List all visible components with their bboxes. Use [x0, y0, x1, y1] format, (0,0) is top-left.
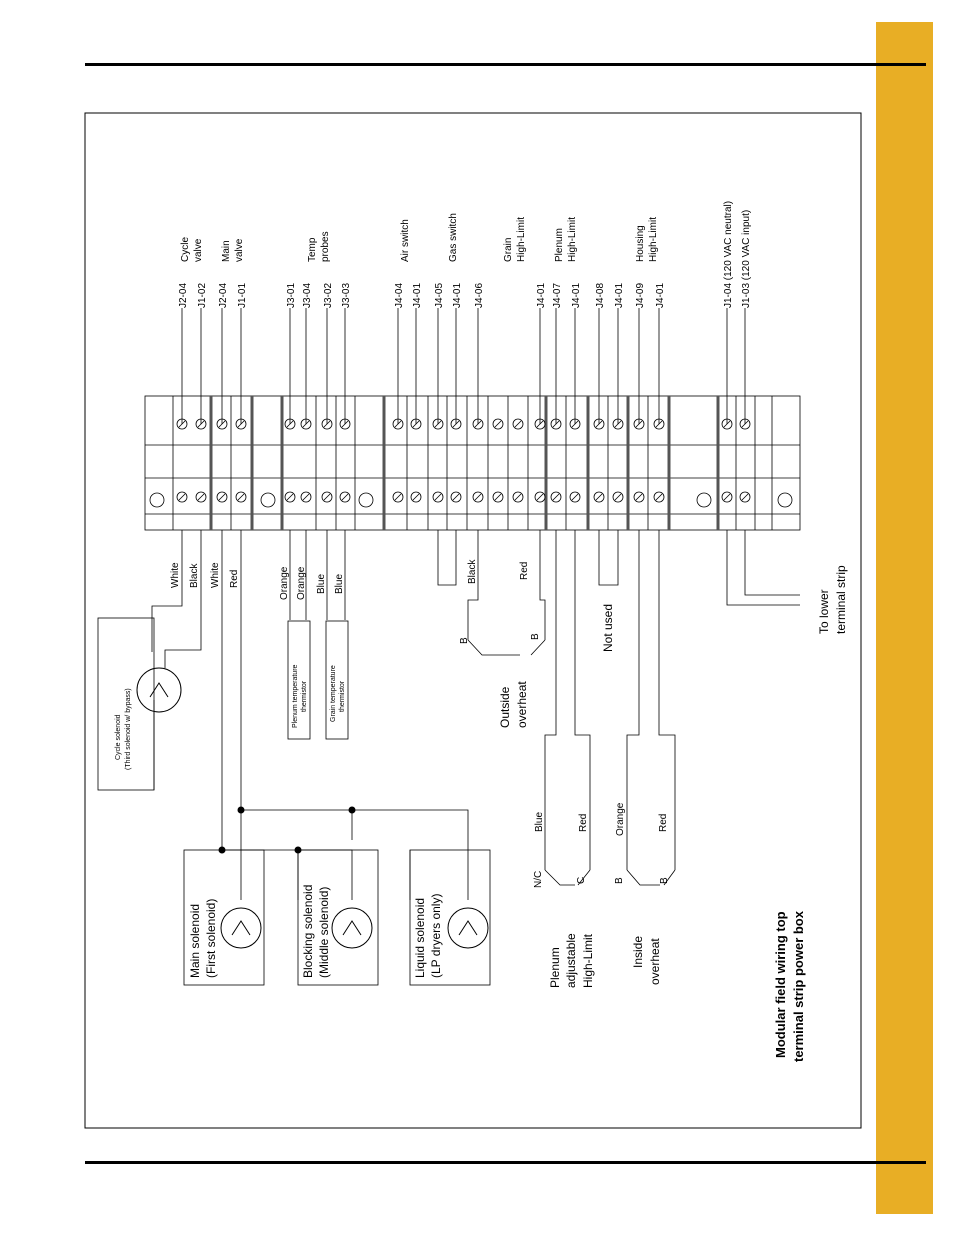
group-separator: [251, 396, 254, 530]
terminal-label: J4-04: [394, 282, 405, 308]
terminal-label: J4-01: [655, 282, 666, 308]
wire-label: Black: [467, 559, 478, 584]
to-lower-label: To lower: [817, 589, 831, 634]
terminal-label: J3-04: [302, 282, 313, 308]
diagram-title: terminal strip power box: [791, 911, 806, 1062]
terminal-label: J4-01: [452, 282, 463, 308]
wire-label: Red: [578, 813, 589, 832]
junction-dots: [219, 807, 356, 854]
mounting-screw: [359, 493, 373, 507]
terminal-label: J3-01: [286, 282, 297, 308]
grain-thermistor-label: thermistor: [339, 680, 346, 712]
terminal-label: J4-07: [552, 282, 563, 308]
cycle-solenoid-label: Cycle solenoid: [115, 714, 122, 760]
contact-label: B: [614, 877, 625, 884]
liquid-solenoid-label: (LP dryers only): [429, 893, 443, 978]
terminal-label: J1-02: [197, 282, 208, 308]
not-used-label: Not used: [601, 603, 615, 652]
terminal-wires: [182, 308, 745, 424]
group-label: Gas switch: [448, 213, 459, 262]
wire-label: Blue: [534, 811, 545, 832]
main-solenoid-label: Main solenoid: [188, 903, 202, 978]
blocking-solenoid-label: Blocking solenoid: [301, 884, 315, 978]
plenum-adjustable-label: Plenum: [548, 947, 562, 988]
inside-overheat-label: overheat: [648, 938, 662, 985]
group-label: Air switch: [400, 219, 411, 262]
contact-label: B: [659, 877, 670, 884]
blocking-solenoid-coil: [332, 908, 372, 948]
group-separator: [545, 396, 548, 530]
cycle-solenoid-label: (Third solenoid w/ bypass): [125, 688, 132, 770]
mounting-screw: [697, 493, 711, 507]
plenum-thermistor-label: thermistor: [301, 680, 308, 712]
mounting-screw: [261, 493, 275, 507]
liquid-solenoid-coil: [448, 908, 488, 948]
terminal-label: J2-04: [178, 282, 189, 308]
wire-label: Red: [519, 561, 530, 580]
terminal-label: J3-02: [323, 282, 334, 308]
wire-label: Orange: [279, 566, 290, 600]
component-labels: [115, 565, 848, 1062]
contact-label: N/C: [533, 870, 544, 888]
wire-label: White: [210, 562, 221, 588]
terminal-label: J4-01: [614, 282, 625, 308]
mounting-screw: [150, 493, 164, 507]
group-label: valve: [193, 238, 204, 262]
terminal-label: J4-01: [412, 282, 423, 308]
mounting-screw: [778, 493, 792, 507]
wire-label: Red: [229, 569, 240, 588]
group-label: Plenum: [554, 228, 565, 262]
group-label: Cycle: [180, 236, 191, 262]
terminal-label: J4-01: [571, 282, 582, 308]
inside-overheat-label: Inside: [631, 935, 645, 968]
plenum-thermistor-label: Plenum temperature: [292, 664, 299, 728]
blocking-solenoid-label: (Middle solenoid): [317, 886, 331, 978]
to-lower-label: terminal strip: [834, 565, 848, 634]
group-label: Grain: [503, 237, 514, 262]
terminal-label: J4-08: [595, 282, 606, 308]
main-solenoid-coil: [221, 908, 261, 948]
group-label: probes: [320, 231, 331, 262]
contact-label: B: [530, 633, 541, 640]
terminal-screws: [150, 419, 792, 507]
group-separator: [281, 396, 284, 530]
outside-overheat-label: overheat: [515, 681, 529, 728]
group-label: High-Limit: [567, 216, 578, 262]
group-separator: [383, 396, 386, 530]
group-separator: [210, 396, 213, 530]
group-separator: [668, 396, 671, 530]
wire-label: Black: [189, 563, 200, 588]
wire-label: Orange: [296, 566, 307, 600]
group-label: Temp: [307, 237, 318, 262]
grain-thermistor-label: Grain temperature: [330, 665, 337, 722]
terminal-labels: [178, 201, 752, 308]
plenum-adjustable-label: adjustable: [564, 933, 578, 988]
terminal-label: J3-03: [341, 282, 352, 308]
wire-label: Orange: [615, 802, 626, 836]
liquid-solenoid-label: Liquid solenoid: [413, 897, 427, 978]
terminal-strip: [145, 396, 800, 530]
group-separator: [627, 396, 630, 530]
outside-overheat-label: Outside: [498, 686, 512, 728]
contact-label: B: [459, 637, 470, 644]
terminal-label: J4-06: [474, 282, 485, 308]
group-label: valve: [234, 238, 245, 262]
terminal-label: J1-04 (120 VAC neutral): [723, 200, 734, 308]
cycle-solenoid-coil: [137, 668, 181, 712]
main-solenoid-label: (First solenoid): [204, 898, 218, 978]
group-label: High-Limit: [648, 216, 659, 262]
terminal-label: J2-04: [218, 282, 229, 308]
group-labels: [180, 213, 659, 262]
group-separator: [717, 396, 720, 530]
wire-label: White: [170, 562, 181, 588]
diagram-title: Modular field wiring top: [773, 911, 788, 1058]
group-label: Main: [221, 240, 232, 262]
terminal-label: J1-03 (120 VAC input): [741, 209, 752, 308]
group-label: Housing: [635, 225, 646, 262]
wire-label: Red: [658, 813, 669, 832]
terminal-label: J1-01: [237, 282, 248, 308]
wire-color-labels: [170, 559, 669, 836]
wire-label: Blue: [316, 573, 327, 594]
plenum-adjustable-label: High-Limit: [581, 933, 595, 988]
wire-label: Blue: [334, 573, 345, 594]
contact-label: C: [576, 876, 587, 884]
terminal-label: J4-01: [536, 282, 547, 308]
group-label: High-Limit: [516, 216, 527, 262]
terminal-label: J4-09: [635, 282, 646, 308]
group-separator: [587, 396, 590, 530]
terminal-label: J4-05: [434, 282, 445, 308]
